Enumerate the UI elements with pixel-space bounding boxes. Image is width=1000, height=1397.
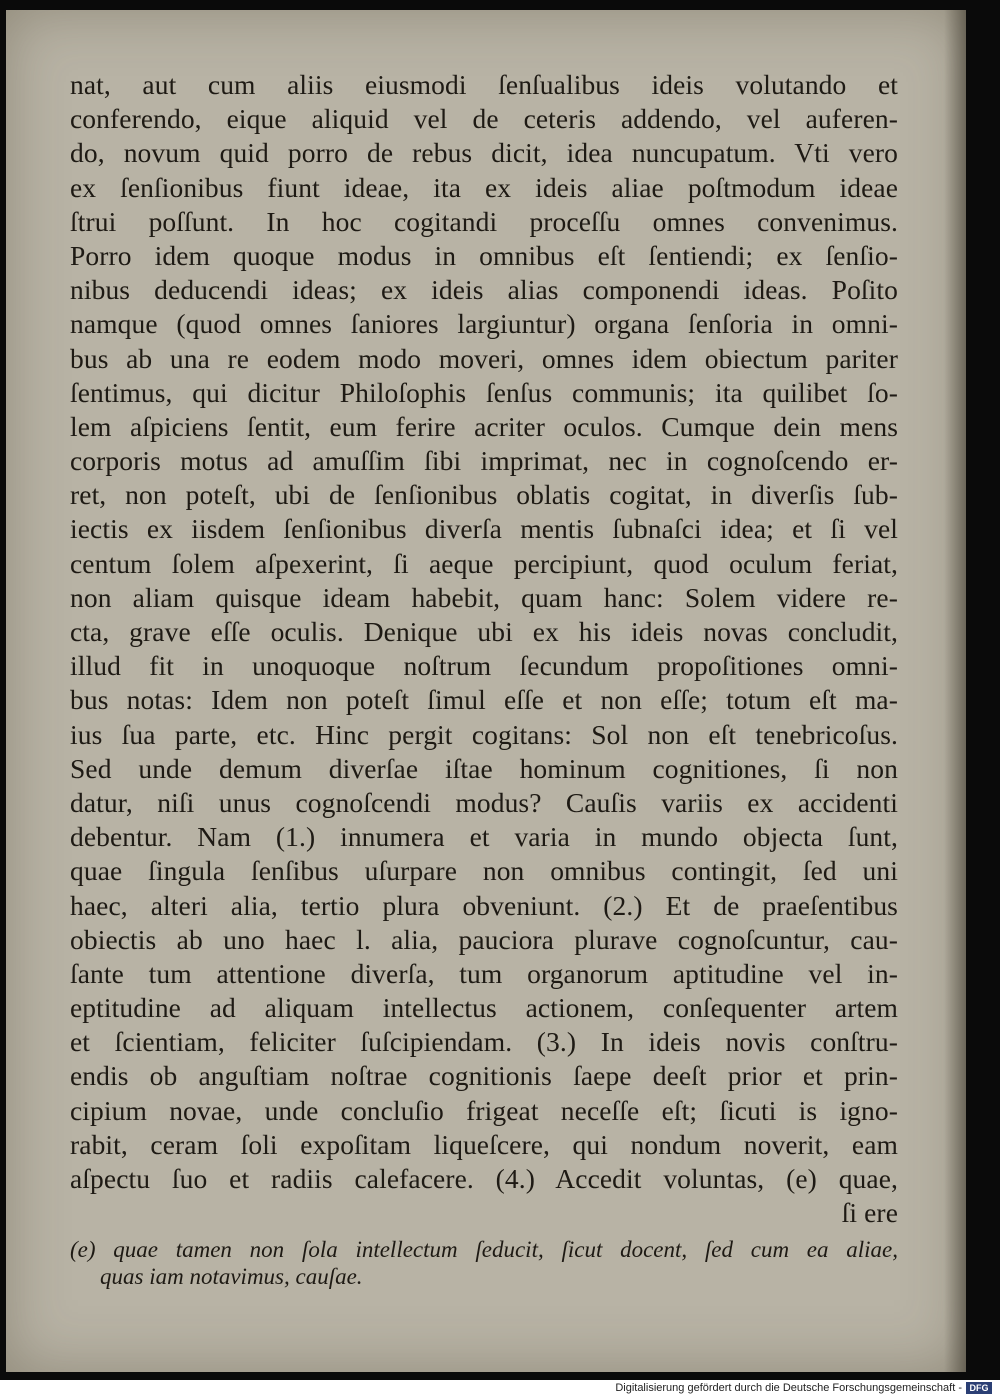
- text-line: non aliam quisque ideam habebit, quam hanc: Solem videre re-: [70, 581, 898, 613]
- text-line: haec, alteri alia, tertio plura obveniunt. (2.) Et de praeſentibus: [70, 889, 898, 921]
- text-line: et ſcientiam, feliciter ſuſcipiendam. (3.) In ideis novis conſtru-: [70, 1026, 898, 1058]
- catchword: ſi ere: [841, 1197, 898, 1229]
- text-line: eptitudine ad aliquam intellectus actionem, conſequenter artem: [70, 992, 898, 1024]
- text-line: endis ob anguſtiam noſtrae cognitionis ſaepe deeſt prior et prin-: [70, 1060, 898, 1092]
- text-line: ret, non poteſt, ubi de ſenſionibus oblatis cogitat, in diverſis ſub-: [70, 479, 898, 511]
- digitization-credit: Digitalisierung gefördert durch die Deutsche Forschungsgemeinschaft -: [615, 1382, 962, 1394]
- text-line: namque (quod omnes ſaniores largiuntur) organa ſenſoria in omni-: [70, 308, 898, 340]
- text-line: cipium novae, unde concluſio frigeat neceſſe eſt; ſicuti is igno-: [70, 1094, 898, 1126]
- text-line: ius ſua parte, etc. Hinc pergit cogitans: Sol non eſt tenebricoſus.: [70, 718, 898, 750]
- text-line: bus ab una re eodem modo moveri, omnes idem obiectum pariter: [70, 342, 898, 374]
- text-line: do, novum quid porro de rebus dicit, idea nuncupatum. Vti vero: [70, 137, 898, 169]
- text-line: quae ſingula ſenſibus uſurpare non omnibus contingit, ſed uni: [70, 855, 898, 887]
- text-line: aſpectu ſuo et radiis calefacere. (4.) Accedit voluntas, (e) quae,: [70, 1163, 898, 1194]
- footnote-line: quas iam notavimus, cauſae.: [100, 1264, 363, 1289]
- text-line: iectis ex iisdem ſenſionibus diverſa mentis ſubnaſci idea; et ſi vel: [70, 513, 898, 545]
- text-line: ex ſenſionibus fiunt ideae, ita ex ideis aliae poſtmodum ideae: [70, 171, 898, 203]
- text-line: obiectis ab uno haec l. alia, pauciora plurave cognoſcuntur, cau-: [70, 923, 898, 955]
- text-line: datur, niſi unus cognoſcendi modus? Cauſis variis ex accidenti: [70, 786, 898, 818]
- text-line: centum ſolem aſpexerint, ſi aeque percipiunt, quod oculum feriat,: [70, 547, 898, 579]
- text-line: debentur. Nam (1.) innumera et varia in mundo objecta ſunt,: [70, 821, 898, 853]
- text-line: ſentimus, qui dicitur Philoſophis ſenſus communis; ita quilibet ſo-: [70, 376, 898, 408]
- text-line: nibus deducendi ideas; ex ideis alias componendi ideas. Poſito: [70, 274, 898, 306]
- text-line: illud fit in unoquoque noſtrum ſecundum propoſitiones omni-: [70, 650, 898, 682]
- text-line: nat, aut cum aliis eiusmodi ſenſualibus ideis volutando et: [70, 69, 898, 100]
- text-line: ſante tum attentione diverſa, tum organorum aptitudine vel in-: [70, 957, 898, 989]
- text-line: lem aſpiciens ſentit, eum ferire acriter oculos. Cumque dein mens: [70, 410, 898, 442]
- main-text: [70, 68, 898, 1230]
- text-line: Porro idem quoque modus in omnibus eſt ſentiendi; ex ſenſio-: [70, 239, 898, 271]
- dfg-logo: DFG: [966, 1382, 992, 1394]
- text-line: cta, grave eſſe oculis. Denique ubi ex his ideis novas concludit,: [70, 616, 898, 647]
- footnote: [70, 1236, 898, 1290]
- page-edge-shadow: [944, 10, 966, 1372]
- text-line: rabit, ceram ſoli expoſitam liqueſcere, qui nondum noverit, eam: [70, 1128, 898, 1160]
- text-line: conferendo, eique aliquid vel de ceteris addendo, vel auferen-: [70, 103, 898, 135]
- text-line: bus notas: Idem non poteſt ſimul eſſe et non eſſe; totum eſt ma-: [70, 684, 898, 716]
- text-line: ſtrui poſſunt. In hoc cogitandi proceſſu omnes convenimus.: [70, 205, 898, 237]
- text-line: Sed unde demum diverſae iſtae hominum cognitiones, ſi non: [70, 752, 898, 784]
- footnote-line: (e) quae tamen non ſola intellectum ſeducit, ſicut docent, ſed cum ea aliae,: [70, 1237, 898, 1262]
- text-line: corporis motus ad amuſſim ſibi imprimat, nec in cognoſcendo er-: [70, 445, 898, 477]
